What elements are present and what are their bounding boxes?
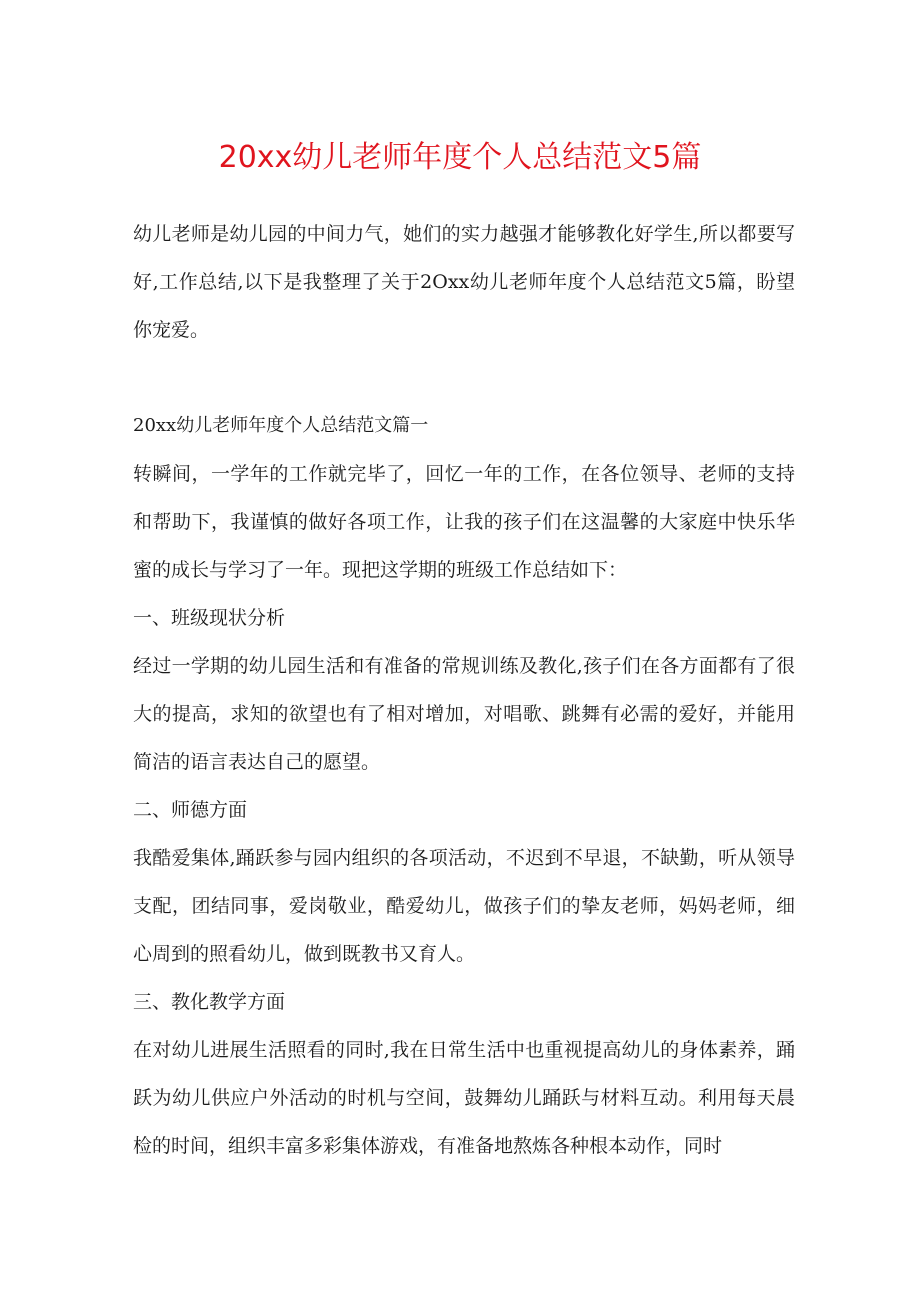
section-heading-1: 一、班级现状分析 <box>133 607 286 629</box>
document-body <box>133 210 795 1170</box>
section-title: 20xx幼儿老师年度个人总结范文篇一 <box>133 415 429 436</box>
section-heading-2: 二、师德方面 <box>133 799 248 821</box>
intro-paragraph: 幼儿老师是幼儿园的中间力气，她们的实力越强才能够教化好学生,所以都要写好,工作总结,以下是我整理了关于2Oxx幼儿老师年度个人总结范文5篇，盼望你宠爱。 <box>133 223 795 341</box>
document-title: 20xx幼儿老师年度个人总结范文5篇 <box>218 140 702 175</box>
body-paragraph-1: 转瞬间，一学年的工作就完毕了，回忆一年的工作，在各位领导、老师的支持和帮助下，我谨慎的做好各项工作，让我的孩子们在这温馨的大家庭中快乐华蜜的成长与学习了一年。现把这学期的班级工作总结如下： <box>133 463 795 581</box>
body-paragraph-2: 经过一学期的幼儿园生活和有准备的常规训练及教化,孩子们在各方面都有了很大的提高，求知的欲望也有了相对增加，对唱歌、跳舞有必需的爱好，并能用简洁的语言表达自己的愿望。 <box>133 655 795 773</box>
section-heading-3: 三、教化教学方面 <box>133 991 286 1013</box>
paragraph-spacer <box>133 354 795 402</box>
body-paragraph-3: 我酷爱集体,踊跃参与园内组织的各项活动，不迟到不早退，不缺勤，听从领导支配，团结同事，爱岗敬业，酷爱幼儿，做孩子们的挚友老师，妈妈老师，细心周到的照看幼儿，做到既教书又育人。 <box>133 847 795 965</box>
body-paragraph-4: 在对幼儿进展生活照看的同时,我在日常生活中也重视提高幼儿的身体素养，踊跃为幼儿供应户外活动的时机与空间，鼓舞幼儿踊跃与材料互动。利用每天晨检的时间，组织丰富多彩集体游戏，有准备地熬炼各种根本动作，同时 <box>133 1039 795 1157</box>
